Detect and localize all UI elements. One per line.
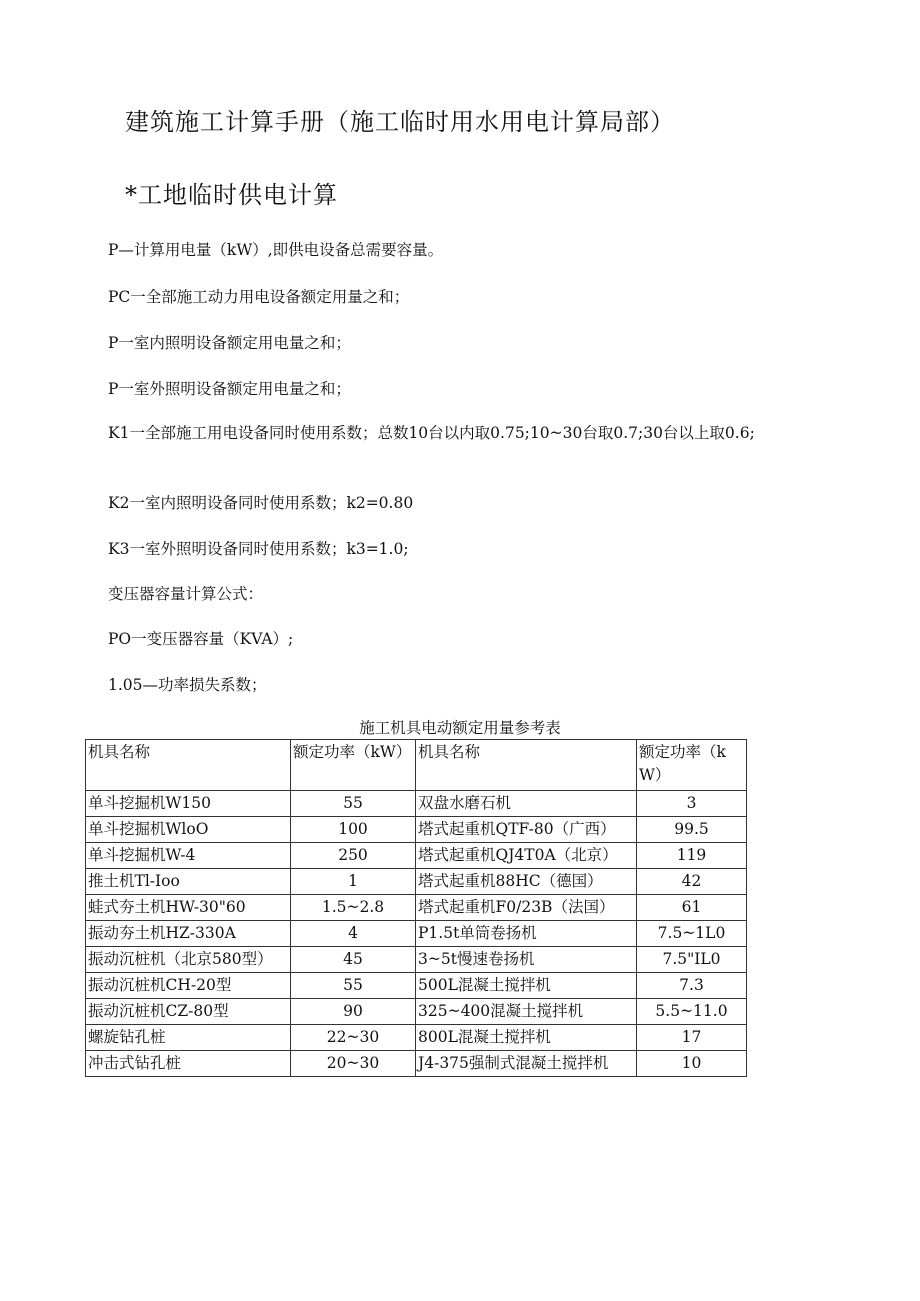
header-cell: 额定功率（kW） [291,740,416,791]
table-cell: 119 [637,843,747,869]
paragraph: PO一变压器容量（KVA）; [108,630,294,648]
header-cell: 机具名称 [86,740,291,791]
table-row [86,869,747,895]
paragraph: K2一室内照明设备同时使用系数；k2=0.80 [108,494,414,512]
table-cell: 塔式起重机F0/23B（法国） [416,895,637,921]
table-cell: 7.3 [637,973,747,999]
table-cell: 1 [291,869,416,895]
table-row [86,973,747,999]
table-caption: 施工机具电动额定用量参考表 [359,719,561,737]
table-row [86,791,747,817]
table-cell: J4-375强制式混凝土搅拌机 [416,1051,637,1077]
table-cell: 325~400混凝土搅拌机 [416,999,637,1025]
table-cell: 55 [291,791,416,817]
table-cell: 42 [637,869,747,895]
table-cell: 单斗挖掘机W150 [86,791,291,817]
table-cell: 22~30 [291,1025,416,1051]
table-cell: 振动沉桩机CH-20型 [86,973,291,999]
table-cell: 250 [291,843,416,869]
table-cell: 推土机Tl-Ioo [86,869,291,895]
table-cell: 冲击式钻孔桩 [86,1051,291,1077]
table-cell: 塔式起重机QTF-80（广西） [416,817,637,843]
paragraph: P一室内照明设备额定用电量之和； [108,334,351,352]
table-cell: 4 [291,921,416,947]
paragraph: 1.05—功率损失系数； [108,676,267,694]
table-cell: 20~30 [291,1051,416,1077]
table-row [86,895,747,921]
paragraph: PC一全部施工动力用电设备额定用量之和； [108,288,410,306]
table-row [86,1025,747,1051]
table-cell: 55 [291,973,416,999]
table-row [86,947,747,973]
table-cell: 45 [291,947,416,973]
table-cell: 100 [291,817,416,843]
table-cell: 3 [637,791,747,817]
paragraph: K3一室外照明设备同时使用系数；k3=1.0; [108,540,409,558]
table-row [86,921,747,947]
document-title: 建筑施工计算手册（施工临时用水用电计算局部） [125,108,675,136]
header-cell: 机具名称 [416,740,637,791]
table-cell: 振动沉桩机（北京580型） [86,947,291,973]
table-cell: 99.5 [637,817,747,843]
table-cell: 振动沉桩机CZ-80型 [86,999,291,1025]
reference-table [85,739,747,1077]
paragraph: P—计算用电量（kW）,即供电设备总需要容量。 [108,241,444,259]
section-heading: *工地临时供电计算 [125,181,338,209]
table-cell: 塔式起重机88HC（德国） [416,869,637,895]
table-cell: 1.5~2.8 [291,895,416,921]
table-cell: 5.5~11.0 [637,999,747,1025]
table-cell: 10 [637,1051,747,1077]
table-cell: 3~5t慢速卷扬机 [416,947,637,973]
table-cell: 塔式起重机QJ4T0A（北京） [416,843,637,869]
table-header-row [86,740,747,791]
table-cell: 17 [637,1025,747,1051]
table-cell: 单斗挖掘机WloO [86,817,291,843]
table-cell: 单斗挖掘机W-4 [86,843,291,869]
table-row [86,999,747,1025]
table-cell: 500L混凝土搅拌机 [416,973,637,999]
table-cell: 振动夯土机HZ-330A [86,921,291,947]
table-cell: 90 [291,999,416,1025]
table-cell: 双盘水磨石机 [416,791,637,817]
header-cell: 额定功率（kW） [637,740,747,791]
table-row [86,1051,747,1077]
table-cell: 7.5"IL0 [637,947,747,973]
table-row [86,817,747,843]
table-row [86,843,747,869]
table-cell: 7.5~1L0 [637,921,747,947]
table-cell: 蛙式夯土机HW-30"60 [86,895,291,921]
table-cell: 螺旋钻孔桩 [86,1025,291,1051]
paragraph: 变压器容量计算公式： [108,585,264,603]
paragraph: K1一全部施工用电设备同时使用系数；总数10台以内取0.75;10~30台取0.7;30台以上取0.6; [108,424,755,442]
table-cell: 61 [637,895,747,921]
paragraph: P一室外照明设备额定用电量之和； [108,380,351,398]
table-cell: 800L混凝土搅拌机 [416,1025,637,1051]
table-cell: P1.5t单筒卷扬机 [416,921,637,947]
